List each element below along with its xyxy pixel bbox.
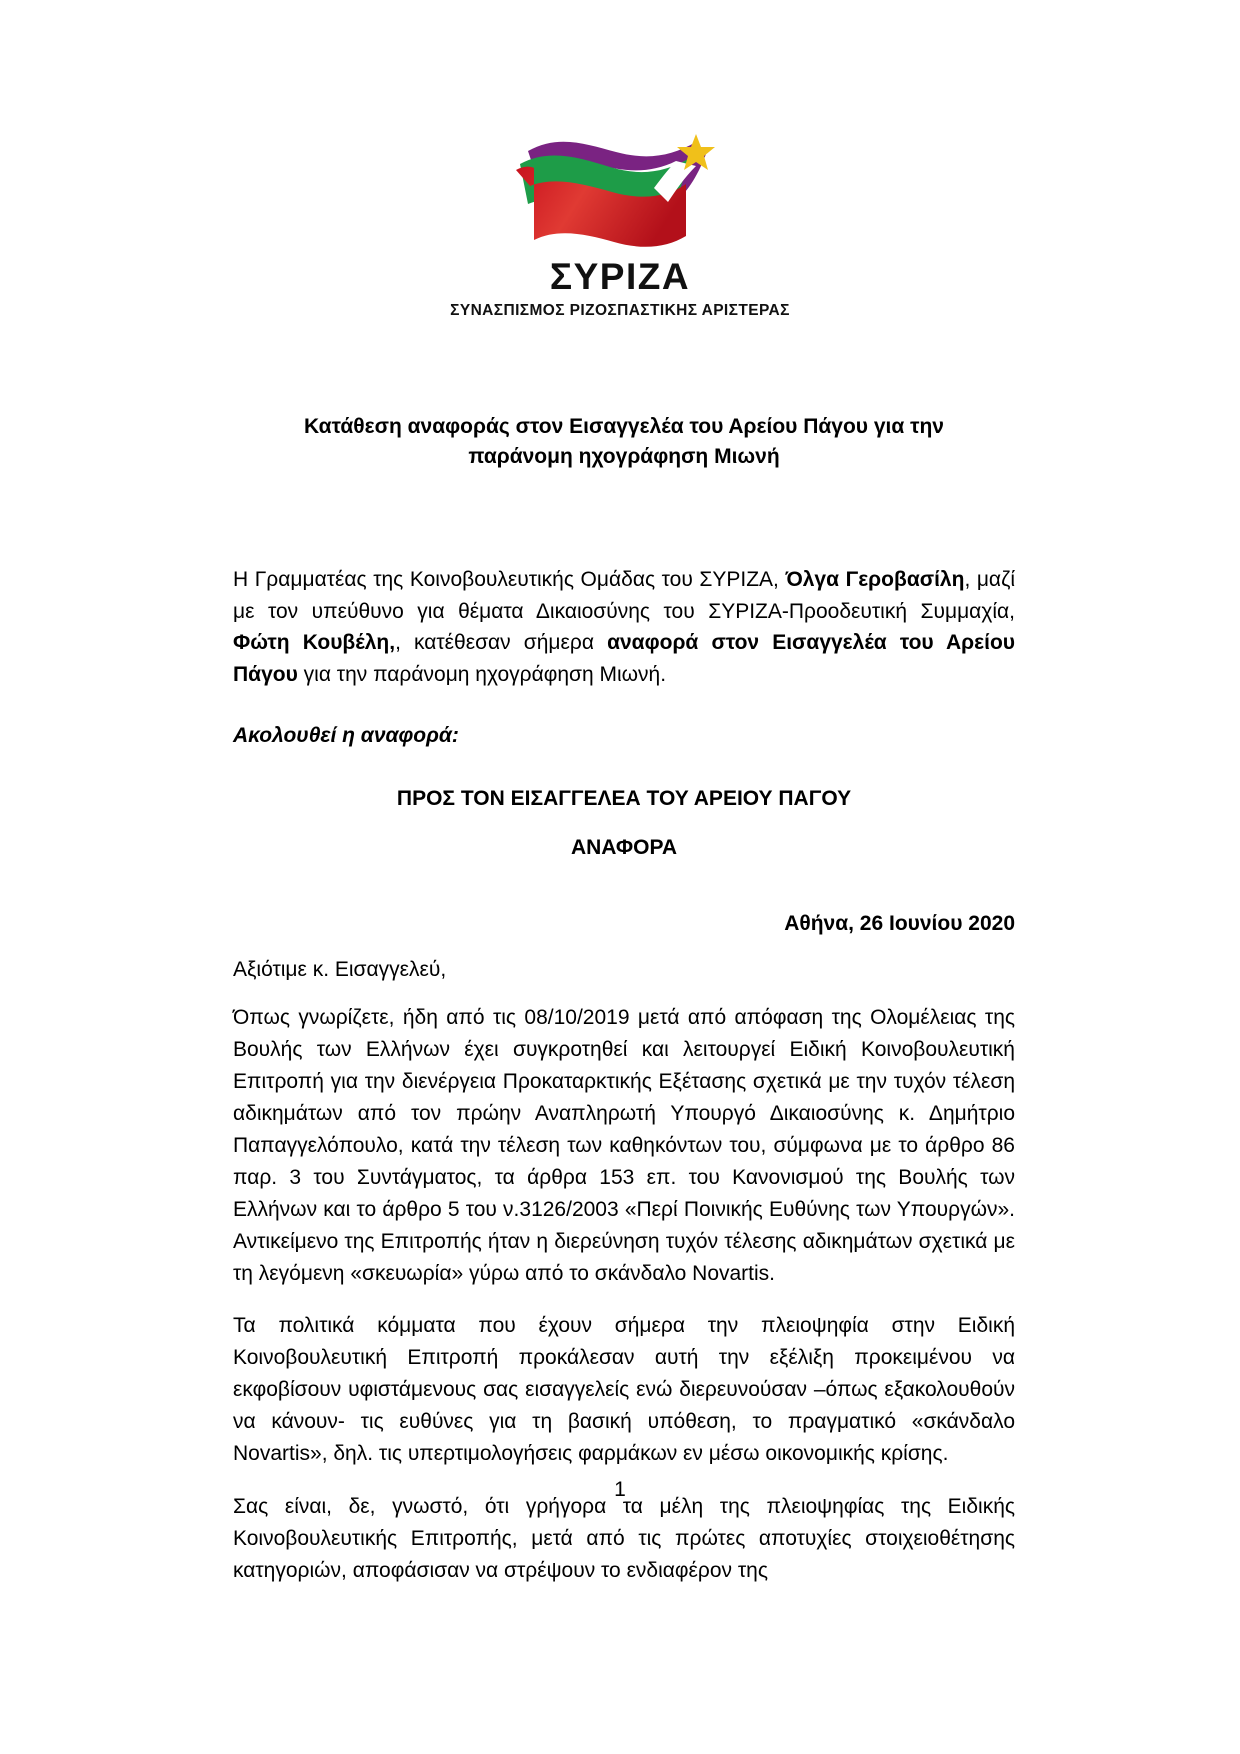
dateline: Αθήνα, 26 Ιουνίου 2020 (784, 912, 1015, 936)
intro-emphasis: αναφορά στον Εισαγγελέα του Αρείου Πάγου (233, 631, 1015, 687)
follows-label: Ακολουθεί η αναφορά: (233, 724, 459, 748)
body-paragraph-1: Όπως γνωρίζετε, ήδη από τις 08/10/2019 μετά από απόφαση της Ολομέλειας της Βουλής των Ελλήνων έχει συγκροτηθεί και λειτουργεί Ειδική Κοινοβουλευτική Επιτροπή για την διενέργεια Προκαταρκτικής Εξέτασης σχετικά με την τυχόν τέλεση αδικημάτων από τον πρώην Αναπληρωτή Υπουργό Δικαιοσύνης κ. Δημήτριο Παπαγγελόπουλο, κατά την τέλεση των καθηκόντων του, σύμφωνα με το άρθρο 86 παρ. 3 του Συντάγματος, τα άρθρα 153 επ. του Κανονισμού της Βουλής των Ελλήνων και το άρθρο 5 του ν.3126/2003 «Περί Ποινικής Ευθύνης των Υπουργών». Αντικείμενο της Επιτροπής ήταν η διερεύνηση τυχόν τέλεσης αδικημάτων σχετικά με τη λεγόμενη «σκευωρία» γύρω από το σκάνδαλο Novartis. (233, 1006, 1015, 1285)
syriza-flag-icon (500, 128, 740, 256)
body-paragraph-2: Τα πολιτικά κόμματα που έχουν σήμερα την πλειοψηφία στην Ειδική Κοινοβουλευτική Επιτροπή προκάλεσαν αυτή την εξέλιξη προκειμένου να εκφοβίσουν υφιστάμενους σας εισαγγελείς ενώ διερευνούσαν –όπως εξακολουθούν να κάνουν- τις ευθύνες για τη βασική υπόθεση, το πραγματικό «σκάνδαλο Novartis», δηλ. τις υπερτιμολογήσεις φαρμάκων εν μέσω οικονομικής κρίσης. (233, 1314, 1015, 1466)
page-title: Κατάθεση αναφοράς στον Εισαγγελέα του Αρείου Πάγου για την παράνομη ηχογράφηση Μιωνή (304, 415, 944, 468)
salutation: Αξιότιμε κ. Εισαγγελεύ, (233, 958, 447, 982)
logo-tagline: ΣΥΝΑΣΠΙΣΜΟΣ ΡΙΖΟΣΠΑΣΤΙΚΗΣ ΑΡΙΣΤΕΡΑΣ (450, 302, 790, 319)
intro-paragraph (233, 564, 1015, 692)
body-paragraph-3: Σας είναι, δε, γνωστό, ότι γρήγορα τα μέλη της πλειοψηφίας της Ειδικής Κοινοβουλευτικής Επιτροπής, μετά από τις πρώτες αποτυχίες στοιχειοθέτησης κατηγοριών, αποφάσισαν να στρέψουν το ενδιαφέρον της (233, 1494, 1015, 1582)
addressee-heading: ΠΡΟΣ ΤΟΝ ΕΙΣΑΓΓΕΛΕΑ ΤΟΥ ΑΡΕΙΟΥ ΠΑΓΟΥ (396, 787, 852, 811)
intro-part3: , κατέθεσαν σήμερα (395, 631, 608, 655)
subject-heading: ΑΝΑΦΟΡΑ (570, 836, 678, 860)
syriza-logo (0, 0, 1240, 320)
intro-part1: Η Γραμματέας της Κοινοβουλευτικής Ομάδας του ΣΥΡΙΖΑ, (233, 567, 786, 591)
intro-part2: , μαζί με τον υπεύθυνο για θέματα Δικαιοσύνης του ΣΥΡΙΖΑ-Προοδευτική Συμμαχία, (233, 567, 1016, 623)
intro-name-gerovasili: Όλγα Γεροβασίλη (785, 567, 965, 591)
page-number: 1 (614, 1478, 626, 1501)
logo-wordmark: ΣΥΡΙΖΑ (549, 256, 691, 297)
document-content (225, 412, 1015, 1587)
intro-name-kouvelis: Φώτη Κουβέλη, (233, 631, 396, 655)
intro-part4: για την παράνομη ηχογράφηση Μιωνή. (297, 663, 667, 687)
